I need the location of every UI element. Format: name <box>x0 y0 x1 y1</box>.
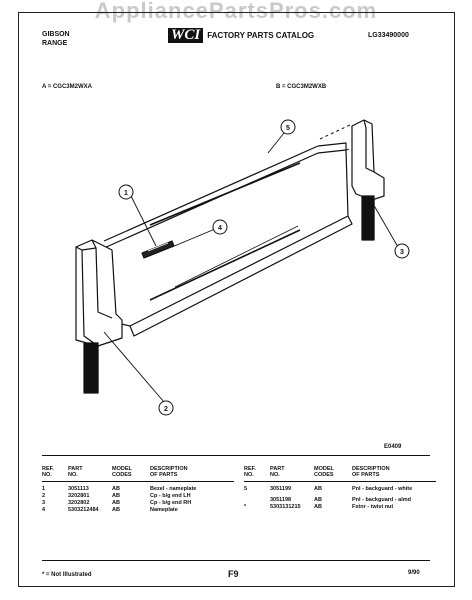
nameplate-bezel <box>142 241 174 258</box>
table-row: 5 3051199 AB Pnl - backguard - white <box>244 486 413 492</box>
callout-label-4: 4 <box>218 225 222 232</box>
footer-note: * = Not Illustrated <box>42 572 92 578</box>
col-model: MODEL CODES <box>314 466 334 478</box>
callout-label-1: 1 <box>124 190 128 197</box>
col-model: MODEL CODES <box>112 466 132 478</box>
col-part: PART NO. <box>68 466 83 478</box>
left-end-cap <box>76 240 122 393</box>
table-row: 2 3202801 AB Cp - b/g end LH <box>42 493 191 499</box>
callout-label-3: 3 <box>400 249 404 256</box>
brand-line-2: RANGE <box>42 40 68 47</box>
right-end-cap <box>352 120 384 240</box>
divider-top <box>42 455 430 456</box>
parts-table-right <box>244 466 436 511</box>
leader-2 <box>104 332 164 402</box>
table-row: 4 5303212484 AB Nameplate <box>42 507 178 513</box>
backguard-panel <box>104 143 352 336</box>
leader-5 <box>268 133 284 153</box>
catalog-number: LG33490000 <box>368 32 409 39</box>
table-row: 3051198 AB Pnl - backguard - almd <box>270 497 411 503</box>
col-ref: REF. NO. <box>42 466 54 478</box>
table-row: 1 3051113 AB Bezel - nameplate <box>42 486 197 492</box>
parts-table-left <box>42 466 234 514</box>
callout-label-5: 5 <box>286 125 290 132</box>
diagram-code: E0409 <box>384 444 402 450</box>
leader-1 <box>131 196 156 246</box>
watermark: AppliancePartsPros.com <box>94 0 378 23</box>
col-part: PART NO. <box>270 466 285 478</box>
wci-logo: WCI <box>168 28 203 43</box>
catalog-date: 9/90 <box>408 570 420 576</box>
col-desc: DESCRIPTION OF PARTS <box>352 466 390 478</box>
parts-table-header-row <box>42 466 234 482</box>
leader-4 <box>172 229 215 247</box>
model-b-label: B = CGC3M2WXB <box>276 84 327 90</box>
callout-label-2: 2 <box>164 406 168 413</box>
page-number: F9 <box>228 569 239 579</box>
col-desc: DESCRIPTION OF PARTS <box>150 466 188 478</box>
divider-bottom <box>42 560 430 561</box>
table-row: 3 3202802 AB Cp - b/g end RH <box>42 500 192 506</box>
col-ref: REF. NO. <box>244 466 256 478</box>
model-a-label: A = CGC3M2WXA <box>42 84 92 90</box>
catalog-title: FACTORY PARTS CATALOG <box>207 31 315 40</box>
parts-table-header-row <box>244 466 436 482</box>
table-row: * 5303131215 AB Fstnr - twist nut <box>244 504 394 510</box>
leader-3 <box>372 202 398 247</box>
brand-line-1: GIBSON <box>42 31 70 38</box>
